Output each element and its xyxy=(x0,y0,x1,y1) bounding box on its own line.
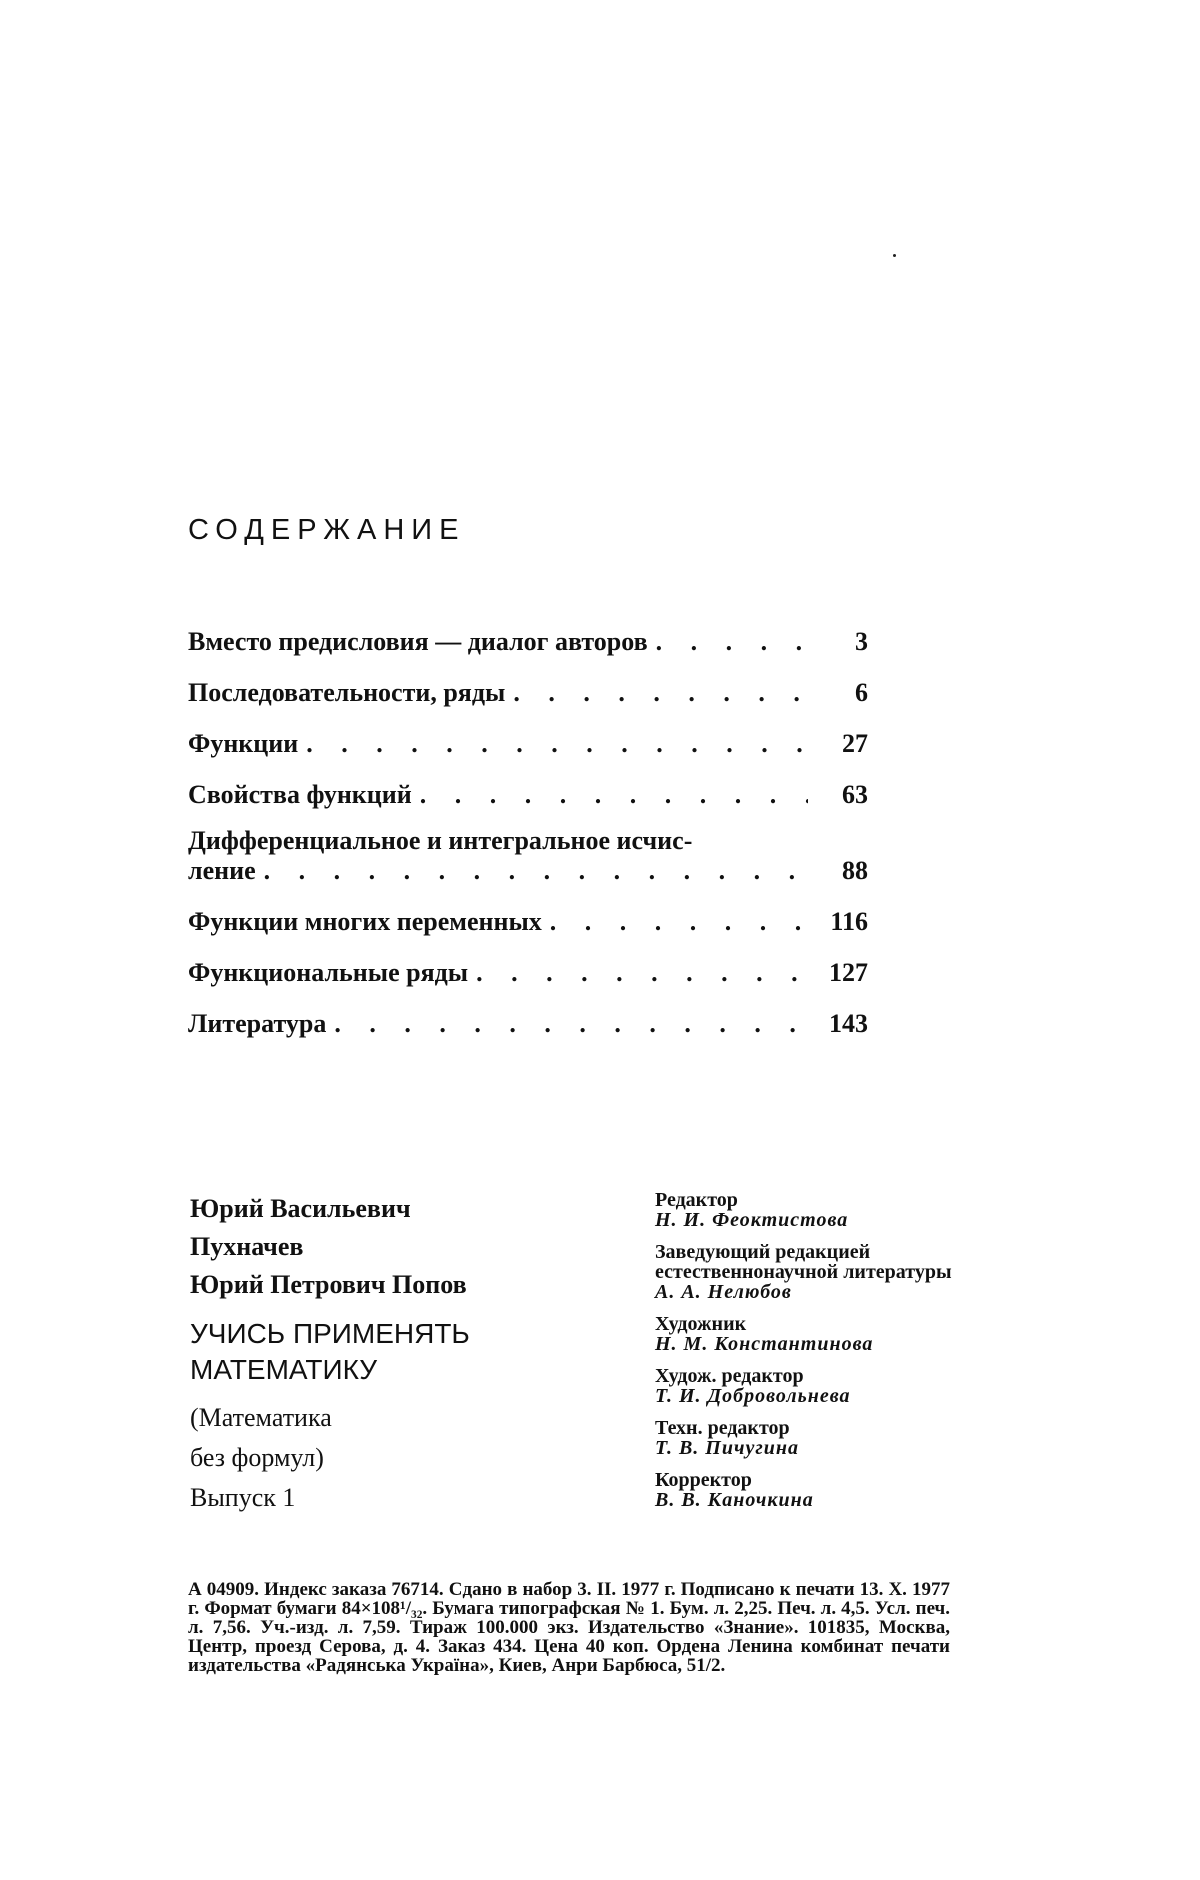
toc-entry-page: 63 xyxy=(842,780,868,809)
series-line: без формул) xyxy=(190,1443,324,1472)
credit-role: Заведующий редакцией xyxy=(655,1241,871,1263)
toc-entry[interactable] xyxy=(188,886,868,937)
toc-entry-title: Литература xyxy=(188,1009,327,1038)
book-title xyxy=(190,1316,470,1388)
credit-name: Т. В. Пичугина xyxy=(655,1437,799,1459)
credit-role: Техн. редактор xyxy=(655,1417,790,1439)
toc-entry-page: 88 xyxy=(842,856,868,885)
credit-entry xyxy=(655,1366,952,1406)
toc-entry-page: 6 xyxy=(855,678,868,707)
dot-leader xyxy=(468,958,808,988)
credit-name: А. А. Нелюбов xyxy=(655,1281,792,1303)
toc-entry[interactable] xyxy=(188,606,868,657)
dot-leader xyxy=(505,678,808,708)
toc-entry[interactable] xyxy=(188,708,868,759)
dot-leader xyxy=(256,856,808,886)
toc-entry-title-line2: ление xyxy=(188,856,256,885)
dot-leader xyxy=(648,627,808,657)
issue-number: Выпуск 1 xyxy=(190,1483,296,1512)
credit-role: Корректор xyxy=(655,1469,752,1491)
credits-block xyxy=(655,1190,952,1522)
toc-entry-title: Функции xyxy=(188,729,299,758)
toc-entry-title: Последовательности, ряды xyxy=(188,678,506,707)
toc-entry-title: Функции многих переменных xyxy=(188,907,542,936)
print-speck xyxy=(893,254,896,257)
toc-entry-title: Вместо предисловия — диалог авторов xyxy=(188,627,648,656)
credit-role: Художник xyxy=(655,1313,747,1335)
credit-role: Худож. редактор xyxy=(655,1365,804,1387)
dot-leader xyxy=(542,907,808,937)
toc-entry[interactable] xyxy=(188,988,868,1039)
dot-leader xyxy=(326,1009,808,1039)
dot-leader xyxy=(412,780,808,810)
toc-entry[interactable] xyxy=(188,937,868,988)
toc-entry[interactable] xyxy=(188,759,868,810)
toc-entry[interactable] xyxy=(188,657,868,708)
credit-name: Н. М. Константинова xyxy=(655,1333,874,1355)
toc-entry-title: Функциональные ряды xyxy=(188,958,469,987)
toc-entry-page: 143 xyxy=(829,1009,868,1038)
imprint-text: А 04909. Индекс заказа 76714. Сдано в набор 3. II. 1977 г. Подписано к печати 13. X. 1977 г. Формат бумаги 84×108¹/₃₂. Бумага типографская № 1. Бум. л. 2,25. Печ. л. 4,5. Усл. печ. л. 7,56. Уч.-изд. л. 7,59. Тираж 100.000 экз. Издательство «Знание». 101835, Москва, Центр, проезд Серова, д. 4. Заказ 434. Цена 40 коп. Ордена Ленина комбинат печати издательства «Радянська Україна», Киев, Анри Барбюса, 51/2. xyxy=(188,1579,950,1676)
book-title-line: УЧИСЬ ПРИМЕНЯТЬ xyxy=(190,1318,470,1349)
author-name-line: Юрий Васильевич xyxy=(190,1194,411,1223)
credit-name: Т. И. Добровольнева xyxy=(655,1385,851,1407)
toc-entry-title-line1: Дифференциальное и интегральное исчис- xyxy=(188,826,693,855)
credit-name: В. В. Каночкина xyxy=(655,1489,814,1511)
credit-role: Редактор xyxy=(655,1189,738,1211)
book-title-line: МАТЕМАТИКУ xyxy=(190,1354,378,1385)
table-of-contents xyxy=(188,606,868,1039)
toc-entry-page: 27 xyxy=(842,729,868,758)
dot-leader xyxy=(298,729,808,759)
author-name-line: Юрий Петрович Попов xyxy=(190,1270,467,1299)
credit-name: Н. И. Феоктистова xyxy=(655,1209,849,1231)
series-line: (Математика xyxy=(190,1403,332,1432)
toc-entry[interactable] xyxy=(188,810,868,886)
toc-entry-page: 127 xyxy=(829,958,868,987)
series-block xyxy=(190,1398,332,1518)
toc-entry-page: 3 xyxy=(855,627,868,656)
toc-entry-title: Свойства функций xyxy=(188,780,412,809)
credit-entry xyxy=(655,1190,952,1230)
credit-entry xyxy=(655,1314,952,1354)
credit-entry xyxy=(655,1418,952,1458)
toc-entry-page: 116 xyxy=(830,907,868,936)
credit-entry xyxy=(655,1242,952,1302)
credit-role: естественнонаучной литературы xyxy=(655,1261,952,1283)
credit-entry xyxy=(655,1470,952,1510)
authors-block xyxy=(190,1190,467,1304)
author-name-line: Пухначев xyxy=(190,1232,304,1261)
toc-heading: СОДЕРЖАНИЕ xyxy=(188,514,466,546)
